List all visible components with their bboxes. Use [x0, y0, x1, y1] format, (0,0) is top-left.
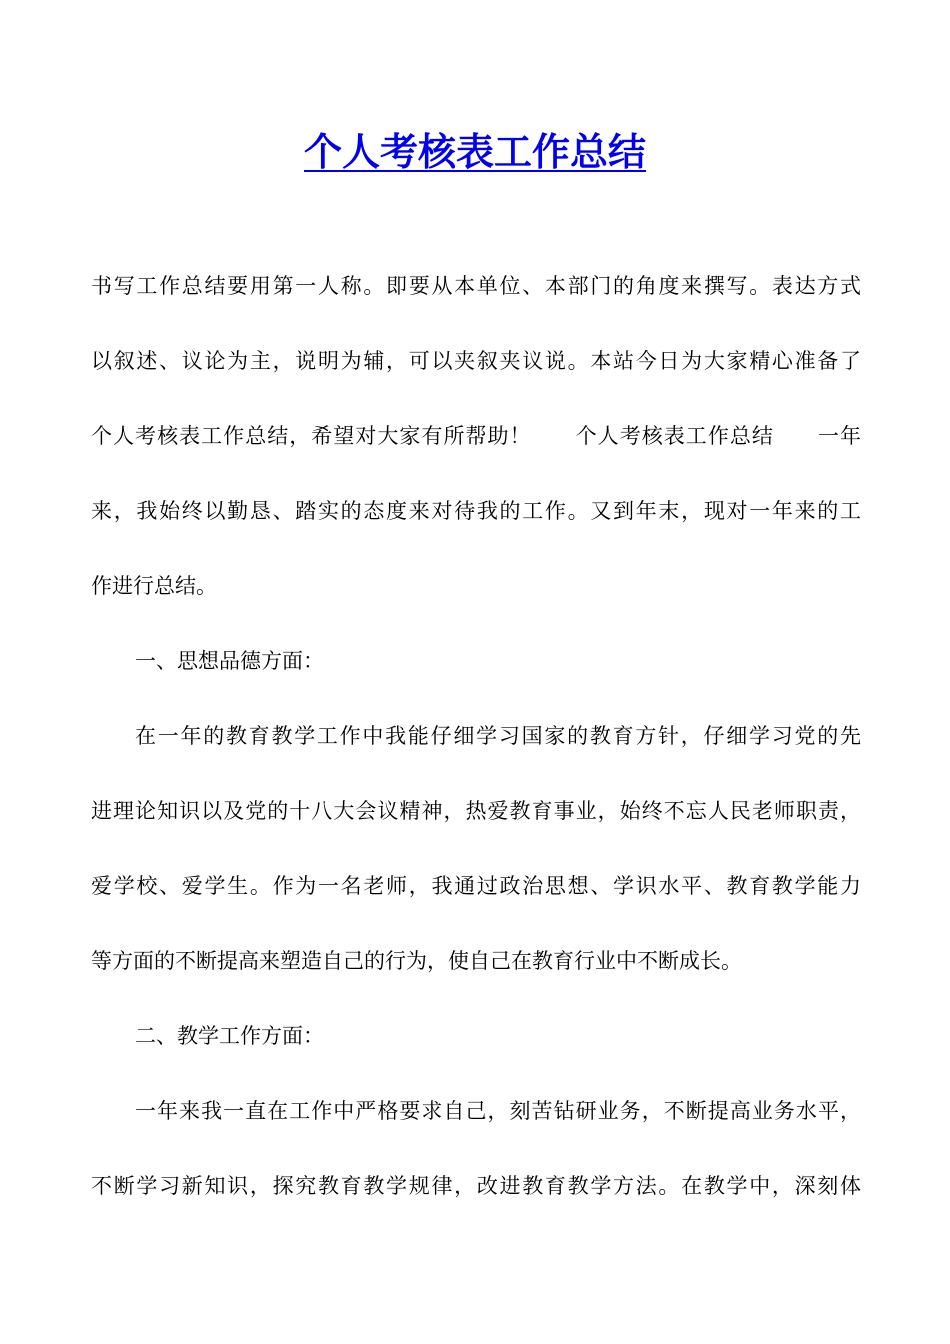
body-line: 来，我始终以勤恳、踏实的态度来对待我的工作。又到年末，现对一年来的工	[91, 499, 861, 523]
body-line: 作进行总结。	[91, 574, 217, 598]
document-body	[91, 249, 861, 1224]
body-line: 等方面的不断提高来塑造自己的行为，使自己在教育行业中不断成长。	[91, 949, 742, 973]
body-line: 一年来我一直在工作中严格要求自己，刻苦钻研业务，不断提高业务水平，	[135, 1099, 861, 1123]
document-title-link[interactable]: 个人考核表工作总结	[303, 129, 646, 174]
body-line: 不断学习新知识，探究教育教学规律，改进教育教学方法。在教学中，深刻体	[91, 1174, 861, 1198]
body-line: 以叙述、议论为主，说明为辅，可以夹叙夹议说。本站今日为大家精心准备了	[91, 349, 861, 373]
body-line: 爱学校、爱学生。作为一名老师，我通过政治思想、学识水平、教育教学能力	[91, 874, 861, 898]
section-heading: 一、思想品德方面：	[135, 649, 324, 673]
body-line: 个人考核表工作总结，希望对大家有所帮助！ 个人考核表工作总结 一年	[91, 424, 861, 448]
section-heading: 二、教学工作方面：	[135, 1024, 324, 1048]
body-line: 进理论知识以及党的十八大会议精神，热爱教育事业，始终不忘人民老师职责，	[91, 799, 861, 823]
body-line: 在一年的教育教学工作中我能仔细学习国家的教育方针，仔细学习党的先	[135, 724, 861, 748]
body-line: 书写工作总结要用第一人称。即要从本单位、本部门的角度来撰写。表达方式	[91, 274, 861, 298]
